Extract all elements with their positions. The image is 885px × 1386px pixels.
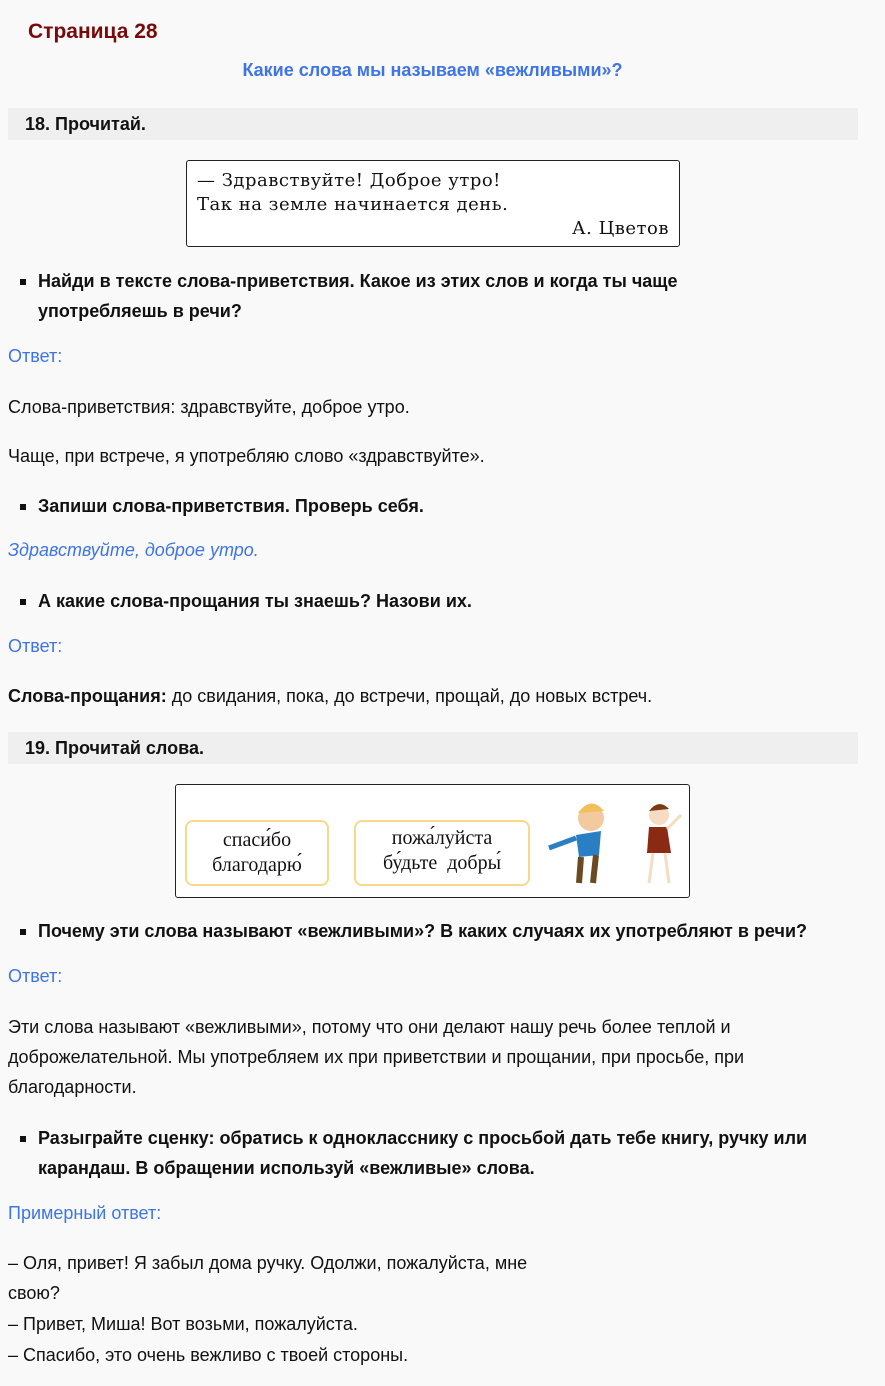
lesson-title: Какие слова мы называем «вежливыми»? xyxy=(242,60,623,80)
answer-text: Слова-приветствия: здравствуйте, доброе утро. xyxy=(8,397,410,417)
children-illustration xyxy=(541,793,686,891)
answer-text: Эти слова называют «вежливыми», потому что они делают нашу речь более теплой и доброжелательной. Мы употребляем их при приветствии и прощании, при просьбе, при благодарности. xyxy=(8,1017,745,1097)
answer-text: Чаще, при встрече, я употребляю слово «здравствуйте». xyxy=(8,446,485,466)
exercise-18-header xyxy=(8,108,858,140)
question: Найди в тексте слова-приветствия. Какое из этих слов и когда ты чаще употребляешь в речи? xyxy=(20,266,860,326)
answer-text xyxy=(8,681,828,711)
dialog-line: – Оля, привет! Я забыл дома ручку. Одолжи, пожалуйста, мне свою? xyxy=(8,1253,528,1303)
word: спаси́бо xyxy=(222,829,292,851)
poem-author: А. Цветов xyxy=(572,218,669,239)
word: благодарю́ xyxy=(212,854,302,876)
polite-words-box xyxy=(175,784,690,898)
dialog-line: – Привет, Миша! Вот возьми, пожалуйста. xyxy=(8,1314,358,1334)
dialog-line: – Спасибо, это очень вежливо с твоей стороны. xyxy=(8,1345,409,1365)
sample-answer-label: Примерный ответ: xyxy=(8,1203,162,1223)
page-title: Страница 28 xyxy=(28,20,158,43)
answer-label: Ответ: xyxy=(8,636,63,656)
answer-bold: Слова-прощания: xyxy=(8,686,167,706)
answer-label: Ответ: xyxy=(8,346,63,366)
question: Почему эти слова называют «вежливыми»? В каких случаях их употребляют в речи? xyxy=(20,916,860,946)
word-card xyxy=(354,820,530,886)
poem-line: — Здравствуйте! Доброе утро! xyxy=(197,170,501,191)
answer-italic: Здравствуйте, доброе утро. xyxy=(8,540,259,560)
poem-box xyxy=(186,160,680,247)
word: бу́дьте добры́ xyxy=(382,852,502,874)
poem-line: Так на земле начинается день. xyxy=(197,194,509,215)
word-card xyxy=(185,820,329,886)
answer-rest: до свидания, пока, до встречи, прощай, до новых встреч. xyxy=(166,686,653,706)
exercise-19-header xyxy=(8,732,858,764)
question: Разыграйте сценку: обратись к однокласснику с просьбой дать тебе книгу, ручку или карандаш. В обращении используй «вежливые» слова. xyxy=(20,1123,860,1183)
question: А какие слова-прощания ты знаешь? Назови их. xyxy=(20,586,860,616)
exercise-18-title: 18. Прочитай. xyxy=(25,114,146,134)
exercise-19-title: 19. Прочитай слова. xyxy=(25,738,204,758)
answer-label: Ответ: xyxy=(8,966,63,986)
word: пожа́луйста xyxy=(391,827,493,849)
question: Запиши слова-приветствия. Проверь себя. xyxy=(20,491,860,521)
